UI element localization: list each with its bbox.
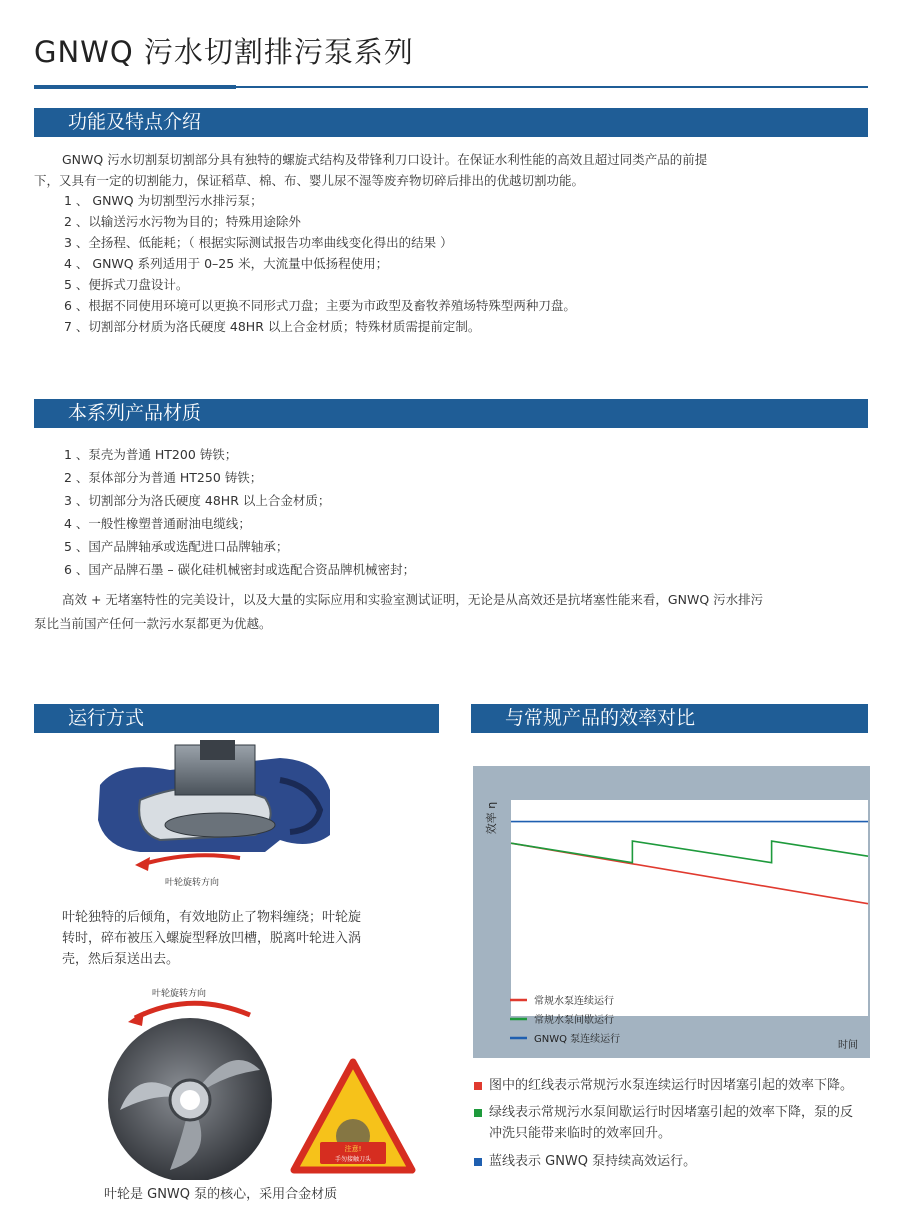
- rotation-label-bottom: 叶轮旋转方向: [152, 989, 207, 999]
- list-item: 3 、全扬程、低能耗；（ 根据实际测试报告功率曲线变化得出的结果 ）: [64, 235, 453, 250]
- section-heading-operation: 运行方式: [34, 704, 439, 733]
- list-item: 6 、根据不同使用环境可以更换不同形式刀盘；主要为市政型及畜牧养殖场特殊型两种刀盘。: [64, 298, 576, 313]
- list-item: 1 、 GNWQ 为切割型污水排污泵；: [64, 193, 263, 208]
- list-item: 5 、便拆式刀盘设计。: [64, 277, 189, 292]
- list-item: 2 、以输送污水污物为目的；特殊用途除外: [64, 214, 301, 229]
- note-bullet-red: [474, 1082, 482, 1090]
- legend-label-2: GNWQ 泵连续运行: [534, 1034, 621, 1045]
- x-axis-label: 时间: [838, 1040, 858, 1051]
- features-intro-line1: GNWQ 污水切割泵切割部分具有独特的螺旋式结构及带锋利刀口设计。在保证水利性能的高效且超过同类产品的前提: [62, 152, 708, 167]
- list-item: 6 、国产品牌石墨 – 碳化硅机械密封或选配合资品牌机械密封；: [64, 562, 416, 577]
- materials-summary-line2: 泵比当前国产任何一款污水泵都更为优越。: [34, 616, 272, 631]
- section-heading-efficiency: 与常规产品的效率对比: [471, 704, 868, 733]
- list-item: 5 、国产品牌轴承或选配进口品牌轴承；: [64, 539, 289, 554]
- warning-sign-icon: [290, 1058, 416, 1174]
- note-green-line1: 绿线表示常规污水泵间歇运行时因堵塞引起的效率下降，泵的反: [489, 1105, 854, 1120]
- features-intro-line2: 下，又具有一定的切割能力，保证稻草、棉、布、婴儿尿不湿等废弃物切碎后排出的优越切割功能。: [34, 173, 585, 188]
- title-rule-accent: [34, 85, 236, 89]
- section-heading-features: 功能及特点介绍: [34, 108, 868, 137]
- list-item: 4 、 GNWQ 系列适用于 0–25 米，大流量中低扬程使用；: [64, 256, 389, 271]
- list-item: 2 、泵体部分为普通 HT250 铸铁；: [64, 470, 263, 485]
- warning-title: 注意!: [344, 1145, 362, 1153]
- list-item: 1 、泵壳为普通 HT200 铸铁；: [64, 447, 238, 462]
- y-axis-label: 效率 η: [485, 801, 498, 835]
- list-item: 3 、切割部分为洛氏硬度 48HR 以上合金材质；: [64, 493, 331, 508]
- note-blue-line1: 蓝线表示 GNWQ 泵持续高效运行。: [489, 1154, 697, 1169]
- features-list: [64, 190, 576, 337]
- materials-summary-line1: 高效 + 无堵塞特性的完美设计，以及大量的实际应用和实验室测试证明，无论是从高效还是抗堵塞性能来看，GNWQ 污水排污: [62, 592, 764, 607]
- section-heading-materials: 本系列产品材质: [34, 399, 868, 428]
- legend-label-1: 常规水泵间歇运行: [534, 1015, 614, 1026]
- chart-plot-area: [511, 800, 868, 1016]
- pump-cutaway-illustration: [80, 740, 340, 890]
- note-bullet-green: [474, 1109, 482, 1117]
- list-item: 4 、一般性橡塑普通耐油电缆线；: [64, 516, 251, 531]
- legend-label-0: 常规水泵连续运行: [534, 996, 614, 1007]
- impeller-caption: 叶轮是 GNWQ 泵的核心，采用合金材质: [104, 1187, 338, 1202]
- rotation-label-top: 叶轮旋转方向: [165, 878, 220, 888]
- efficiency-chart: [473, 766, 870, 1058]
- operation-caption-line1: 叶轮独特的后倾角，有效地防止了物料缠绕；叶轮旋: [62, 910, 362, 925]
- operation-caption-line3: 壳，然后泵送出去。: [62, 952, 180, 967]
- list-item: 7 、切割部分材质为洛氏硬度 48HR 以上合金材质；特殊材质需提前定制。: [64, 319, 481, 334]
- materials-list: [64, 443, 415, 581]
- note-green-line2: 冲洗只能带来临时的效率回升。: [489, 1126, 672, 1141]
- note-red-line1: 图中的红线表示常规污水泵连续运行时因堵塞引起的效率下降。: [489, 1078, 854, 1093]
- page-title: GNWQ 污水切割排污泵系列: [34, 35, 414, 69]
- note-bullet-blue: [474, 1158, 482, 1166]
- impeller-illustration: [100, 980, 290, 1180]
- operation-caption-line2: 转时，碎布被压入螺旋型释放凹槽，脱离叶轮进入涡: [62, 931, 362, 946]
- warning-text: 手勿接触刀头: [334, 1156, 372, 1163]
